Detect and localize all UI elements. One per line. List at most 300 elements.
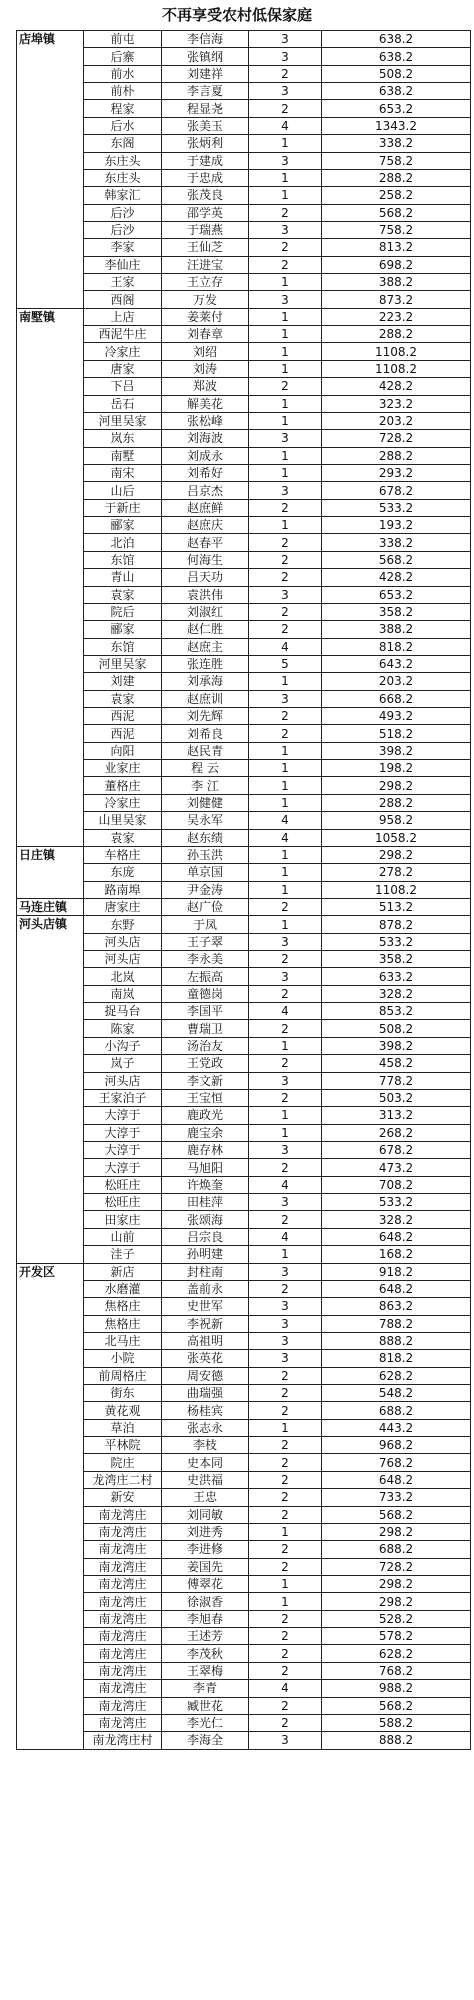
amount-cell: 758.2 bbox=[322, 221, 471, 238]
householder-cell: 张颂海 bbox=[162, 1211, 249, 1228]
household-size-cell: 1 bbox=[249, 742, 322, 759]
table-row bbox=[17, 1714, 471, 1731]
village-cell: 西泥 bbox=[84, 725, 162, 742]
household-size-cell: 4 bbox=[249, 638, 322, 655]
village-cell: 向阳 bbox=[84, 742, 162, 759]
householder-cell: 李光仁 bbox=[162, 1714, 249, 1731]
household-size-cell: 1 bbox=[249, 673, 322, 690]
table-row bbox=[17, 898, 471, 915]
householder-cell: 李 江 bbox=[162, 777, 249, 794]
household-size-cell: 5 bbox=[249, 655, 322, 672]
householder-cell: 解美花 bbox=[162, 395, 249, 412]
table-row bbox=[17, 239, 471, 256]
village-cell: 冷家庄 bbox=[84, 794, 162, 811]
village-cell: 董格庄 bbox=[84, 777, 162, 794]
table-row bbox=[17, 308, 471, 325]
table-row bbox=[17, 1298, 471, 1315]
table-row bbox=[17, 1523, 471, 1540]
table-row bbox=[17, 1280, 471, 1297]
householder-cell: 张美玉 bbox=[162, 117, 249, 134]
householder-cell: 郑波 bbox=[162, 378, 249, 395]
amount-cell: 648.2 bbox=[322, 1471, 471, 1488]
village-cell: 陈家 bbox=[84, 1020, 162, 1037]
household-size-cell: 3 bbox=[249, 221, 322, 238]
household-size-cell: 2 bbox=[249, 621, 322, 638]
village-cell: 北岚 bbox=[84, 968, 162, 985]
table-row bbox=[17, 812, 471, 829]
householder-cell: 汪进宝 bbox=[162, 256, 249, 273]
household-size-cell: 2 bbox=[249, 603, 322, 620]
town-name: 河头店镇 bbox=[17, 916, 84, 1263]
householder-cell: 于瑞燕 bbox=[162, 221, 249, 238]
amount-cell: 338.2 bbox=[322, 534, 471, 551]
village-cell: 岳石 bbox=[84, 395, 162, 412]
householder-cell: 姜莱付 bbox=[162, 308, 249, 325]
householder-cell: 刘进秀 bbox=[162, 1523, 249, 1540]
household-size-cell: 3 bbox=[249, 152, 322, 169]
householder-cell: 王翠梅 bbox=[162, 1662, 249, 1679]
amount-cell: 688.2 bbox=[322, 1541, 471, 1558]
amount-cell: 328.2 bbox=[322, 1211, 471, 1228]
village-cell: 王家 bbox=[84, 274, 162, 291]
table-row bbox=[17, 343, 471, 360]
household-size-cell: 2 bbox=[249, 1506, 322, 1523]
household-size-cell: 3 bbox=[249, 48, 322, 65]
village-cell: 松旺庄 bbox=[84, 1176, 162, 1193]
household-size-cell: 2 bbox=[249, 1385, 322, 1402]
table-row bbox=[17, 1558, 471, 1575]
householder-cell: 李信海 bbox=[162, 31, 249, 48]
household-size-cell: 3 bbox=[249, 1263, 322, 1280]
table-row bbox=[17, 881, 471, 898]
village-cell: 业家庄 bbox=[84, 760, 162, 777]
table-row bbox=[17, 65, 471, 82]
householder-cell: 王述芳 bbox=[162, 1628, 249, 1645]
householder-cell: 张连胜 bbox=[162, 655, 249, 672]
table-row bbox=[17, 100, 471, 117]
amount-cell: 918.2 bbox=[322, 1263, 471, 1280]
householder-cell: 臧世花 bbox=[162, 1697, 249, 1714]
householder-cell: 赵庶庆 bbox=[162, 517, 249, 534]
table-row bbox=[17, 1732, 471, 1749]
household-size-cell: 2 bbox=[249, 1662, 322, 1679]
household-size-cell: 2 bbox=[249, 1541, 322, 1558]
householder-cell: 刘先辉 bbox=[162, 708, 249, 725]
household-size-cell: 4 bbox=[249, 117, 322, 134]
amount-cell: 588.2 bbox=[322, 1714, 471, 1731]
table-row bbox=[17, 152, 471, 169]
household-size-cell: 1 bbox=[249, 326, 322, 343]
amount-cell: 698.2 bbox=[322, 256, 471, 273]
householder-cell: 赵春平 bbox=[162, 534, 249, 551]
household-size-cell: 1 bbox=[249, 360, 322, 377]
household-size-cell: 2 bbox=[249, 1628, 322, 1645]
table-row bbox=[17, 326, 471, 343]
town-name: 南墅镇 bbox=[17, 308, 84, 846]
table-row bbox=[17, 951, 471, 968]
table-row bbox=[17, 1124, 471, 1141]
householder-cell: 汤治友 bbox=[162, 1037, 249, 1054]
amount-cell: 428.2 bbox=[322, 378, 471, 395]
village-cell: 后寨 bbox=[84, 48, 162, 65]
household-size-cell: 1 bbox=[249, 169, 322, 186]
table-row bbox=[17, 1072, 471, 1089]
household-size-cell: 2 bbox=[249, 100, 322, 117]
amount-cell: 988.2 bbox=[322, 1680, 471, 1697]
household-size-cell: 3 bbox=[249, 1315, 322, 1332]
householder-cell: 盖前永 bbox=[162, 1280, 249, 1297]
amount-cell: 878.2 bbox=[322, 916, 471, 933]
amount-cell: 628.2 bbox=[322, 1367, 471, 1384]
page-title: 不再享受农村低保家庭 bbox=[161, 6, 312, 24]
table-row bbox=[17, 1506, 471, 1523]
table-row bbox=[17, 1003, 471, 1020]
household-size-cell: 4 bbox=[249, 829, 322, 846]
table-row bbox=[17, 256, 471, 273]
amount-cell: 458.2 bbox=[322, 1055, 471, 1072]
household-size-cell: 2 bbox=[249, 1159, 322, 1176]
table-row bbox=[17, 291, 471, 308]
householder-cell: 王党政 bbox=[162, 1055, 249, 1072]
householder-cell: 赵庶主 bbox=[162, 638, 249, 655]
householder-cell: 李文新 bbox=[162, 1072, 249, 1089]
table-row bbox=[17, 569, 471, 586]
village-cell: 车格庄 bbox=[84, 846, 162, 863]
table-row bbox=[17, 1628, 471, 1645]
village-cell: 南龙湾庄 bbox=[84, 1645, 162, 1662]
amount-cell: 638.2 bbox=[322, 48, 471, 65]
village-cell: 南龙湾庄 bbox=[84, 1523, 162, 1540]
amount-cell: 288.2 bbox=[322, 794, 471, 811]
household-size-cell: 1 bbox=[249, 794, 322, 811]
household-size-cell: 2 bbox=[249, 1437, 322, 1454]
householder-cell: 鹿存林 bbox=[162, 1142, 249, 1159]
amount-cell: 398.2 bbox=[322, 742, 471, 759]
amount-cell: 323.2 bbox=[322, 395, 471, 412]
village-cell: 上店 bbox=[84, 308, 162, 325]
amount-cell: 778.2 bbox=[322, 1072, 471, 1089]
amount-cell: 648.2 bbox=[322, 1280, 471, 1297]
household-size-cell: 1 bbox=[249, 1523, 322, 1540]
householder-cell: 傅翠花 bbox=[162, 1575, 249, 1592]
household-size-cell: 2 bbox=[249, 1367, 322, 1384]
amount-cell: 728.2 bbox=[322, 430, 471, 447]
household-size-cell: 2 bbox=[249, 256, 322, 273]
table-row bbox=[17, 1419, 471, 1436]
householder-cell: 王立存 bbox=[162, 274, 249, 291]
village-cell: 捉马台 bbox=[84, 1003, 162, 1020]
household-size-cell: 2 bbox=[249, 1055, 322, 1072]
household-size-cell: 2 bbox=[249, 1714, 322, 1731]
amount-cell: 268.2 bbox=[322, 1124, 471, 1141]
householder-cell: 于凤 bbox=[162, 916, 249, 933]
village-cell: 院庄 bbox=[84, 1454, 162, 1471]
amount-cell: 298.2 bbox=[322, 1593, 471, 1610]
householder-cell: 吕天功 bbox=[162, 569, 249, 586]
village-cell: 东野 bbox=[84, 916, 162, 933]
village-cell: 南龙湾庄 bbox=[84, 1628, 162, 1645]
household-size-cell: 2 bbox=[249, 1471, 322, 1488]
householder-cell: 刘健健 bbox=[162, 794, 249, 811]
household-size-cell: 2 bbox=[249, 1697, 322, 1714]
village-cell: 山后 bbox=[84, 482, 162, 499]
village-cell: 袁家 bbox=[84, 690, 162, 707]
householder-cell: 许焕奎 bbox=[162, 1176, 249, 1193]
village-cell: 小沟子 bbox=[84, 1037, 162, 1054]
village-cell: 院后 bbox=[84, 603, 162, 620]
householder-cell: 徐淑香 bbox=[162, 1593, 249, 1610]
household-size-cell: 3 bbox=[249, 1732, 322, 1749]
table-row bbox=[17, 83, 471, 100]
amount-cell: 528.2 bbox=[322, 1610, 471, 1627]
village-cell: 南龙湾庄 bbox=[84, 1506, 162, 1523]
table-row bbox=[17, 760, 471, 777]
amount-cell: 708.2 bbox=[322, 1176, 471, 1193]
amount-cell: 298.2 bbox=[322, 1575, 471, 1592]
householder-cell: 曲瑞强 bbox=[162, 1385, 249, 1402]
household-size-cell: 1 bbox=[249, 447, 322, 464]
amount-cell: 508.2 bbox=[322, 1020, 471, 1037]
village-cell: 东庄头 bbox=[84, 169, 162, 186]
amount-cell: 203.2 bbox=[322, 673, 471, 690]
table-row bbox=[17, 916, 471, 933]
amount-cell: 638.2 bbox=[322, 31, 471, 48]
village-cell: 东庞 bbox=[84, 864, 162, 881]
village-cell: 唐家 bbox=[84, 360, 162, 377]
amount-cell: 568.2 bbox=[322, 1506, 471, 1523]
household-size-cell: 3 bbox=[249, 1072, 322, 1089]
household-size-cell: 3 bbox=[249, 933, 322, 950]
village-cell: 河里吴家 bbox=[84, 655, 162, 672]
village-cell: 南龙湾庄 bbox=[84, 1575, 162, 1592]
amount-cell: 638.2 bbox=[322, 83, 471, 100]
table-row bbox=[17, 1142, 471, 1159]
household-size-cell: 2 bbox=[249, 65, 322, 82]
amount-cell: 203.2 bbox=[322, 412, 471, 429]
amount-cell: 388.2 bbox=[322, 274, 471, 291]
amount-cell: 668.2 bbox=[322, 690, 471, 707]
table-row bbox=[17, 1575, 471, 1592]
village-cell: 平林院 bbox=[84, 1437, 162, 1454]
village-cell: 东阁 bbox=[84, 135, 162, 152]
amount-cell: 873.2 bbox=[322, 291, 471, 308]
household-size-cell: 2 bbox=[249, 1402, 322, 1419]
householder-cell: 张英花 bbox=[162, 1350, 249, 1367]
household-size-cell: 3 bbox=[249, 83, 322, 100]
amount-cell: 288.2 bbox=[322, 326, 471, 343]
household-size-cell: 1 bbox=[249, 1124, 322, 1141]
household-size-cell: 3 bbox=[249, 291, 322, 308]
table-row bbox=[17, 829, 471, 846]
householder-cell: 刘淑红 bbox=[162, 603, 249, 620]
household-size-cell: 1 bbox=[249, 135, 322, 152]
amount-cell: 688.2 bbox=[322, 1402, 471, 1419]
amount-cell: 818.2 bbox=[322, 638, 471, 655]
town-name: 开发区 bbox=[17, 1263, 84, 1749]
table-row bbox=[17, 482, 471, 499]
household-size-cell: 2 bbox=[249, 378, 322, 395]
table-row bbox=[17, 1367, 471, 1384]
householder-cell: 赵仁胜 bbox=[162, 621, 249, 638]
table-row bbox=[17, 1541, 471, 1558]
village-cell: 焦格庄 bbox=[84, 1298, 162, 1315]
table-row bbox=[17, 1263, 471, 1280]
village-cell: 草泊 bbox=[84, 1419, 162, 1436]
table-row bbox=[17, 1437, 471, 1454]
town-name: 马连庄镇 bbox=[17, 898, 84, 915]
table-row bbox=[17, 777, 471, 794]
village-cell: 田家庄 bbox=[84, 1211, 162, 1228]
village-cell: 河头店 bbox=[84, 1072, 162, 1089]
household-size-cell: 3 bbox=[249, 430, 322, 447]
householder-cell: 张茂良 bbox=[162, 187, 249, 204]
householder-cell: 于建成 bbox=[162, 152, 249, 169]
household-size-cell: 2 bbox=[249, 1211, 322, 1228]
household-size-cell: 2 bbox=[249, 1610, 322, 1627]
village-cell: 新安 bbox=[84, 1489, 162, 1506]
village-cell: 焦格庄 bbox=[84, 1315, 162, 1332]
amount-cell: 633.2 bbox=[322, 968, 471, 985]
householder-cell: 李茂秋 bbox=[162, 1645, 249, 1662]
village-cell: 冷家庄 bbox=[84, 343, 162, 360]
amount-cell: 628.2 bbox=[322, 1645, 471, 1662]
householder-cell: 孙玉洪 bbox=[162, 846, 249, 863]
household-size-cell: 1 bbox=[249, 864, 322, 881]
village-cell: 前屯 bbox=[84, 31, 162, 48]
table-row bbox=[17, 655, 471, 672]
householder-cell: 程 云 bbox=[162, 760, 249, 777]
amount-cell: 758.2 bbox=[322, 152, 471, 169]
householder-cell: 鹿宝余 bbox=[162, 1124, 249, 1141]
table-row bbox=[17, 1055, 471, 1072]
household-size-cell: 2 bbox=[249, 985, 322, 1002]
household-size-cell: 4 bbox=[249, 1228, 322, 1245]
householder-cell: 吕京杰 bbox=[162, 482, 249, 499]
amount-cell: 1058.2 bbox=[322, 829, 471, 846]
amount-cell: 533.2 bbox=[322, 1194, 471, 1211]
village-cell: 黄花观 bbox=[84, 1402, 162, 1419]
household-size-cell: 2 bbox=[249, 708, 322, 725]
householder-cell: 刘同敏 bbox=[162, 1506, 249, 1523]
table-row bbox=[17, 1107, 471, 1124]
householder-cell: 邵学英 bbox=[162, 204, 249, 221]
table-row bbox=[17, 1645, 471, 1662]
household-size-cell: 2 bbox=[249, 1280, 322, 1297]
amount-cell: 548.2 bbox=[322, 1385, 471, 1402]
household-size-cell: 4 bbox=[249, 1680, 322, 1697]
village-cell: 大淳于 bbox=[84, 1107, 162, 1124]
village-cell: 新店 bbox=[84, 1263, 162, 1280]
household-size-cell: 1 bbox=[249, 916, 322, 933]
village-cell: 下吕 bbox=[84, 378, 162, 395]
village-cell: 南龙湾庄 bbox=[84, 1610, 162, 1627]
table-row bbox=[17, 204, 471, 221]
village-cell: 岚东 bbox=[84, 430, 162, 447]
household-size-cell: 1 bbox=[249, 412, 322, 429]
amount-cell: 578.2 bbox=[322, 1628, 471, 1645]
householder-cell: 刘希好 bbox=[162, 464, 249, 481]
table-row bbox=[17, 1246, 471, 1263]
amount-cell: 298.2 bbox=[322, 846, 471, 863]
householder-cell: 史本同 bbox=[162, 1454, 249, 1471]
village-cell: 北泊 bbox=[84, 534, 162, 551]
table-row bbox=[17, 1471, 471, 1488]
table-row bbox=[17, 551, 471, 568]
table-row bbox=[17, 378, 471, 395]
amount-cell: 193.2 bbox=[322, 517, 471, 534]
village-cell: 后沙 bbox=[84, 204, 162, 221]
village-cell: 水磨灌 bbox=[84, 1280, 162, 1297]
village-cell: 于新庄 bbox=[84, 499, 162, 516]
household-size-cell: 1 bbox=[249, 1037, 322, 1054]
amount-cell: 503.2 bbox=[322, 1089, 471, 1106]
amount-cell: 568.2 bbox=[322, 551, 471, 568]
household-size-cell: 2 bbox=[249, 1020, 322, 1037]
household-size-cell: 2 bbox=[249, 1089, 322, 1106]
householder-cell: 刘春章 bbox=[162, 326, 249, 343]
household-size-cell: 2 bbox=[249, 898, 322, 915]
village-cell: 李仙庄 bbox=[84, 256, 162, 273]
village-cell: 李家 bbox=[84, 239, 162, 256]
amount-cell: 768.2 bbox=[322, 1662, 471, 1679]
village-cell: 山前 bbox=[84, 1228, 162, 1245]
village-cell: 南龙湾庄 bbox=[84, 1662, 162, 1679]
householder-cell: 封柱南 bbox=[162, 1263, 249, 1280]
household-size-cell: 1 bbox=[249, 517, 322, 534]
householder-cell: 张松峰 bbox=[162, 412, 249, 429]
table-row bbox=[17, 1089, 471, 1106]
amount-cell: 863.2 bbox=[322, 1298, 471, 1315]
amount-cell: 813.2 bbox=[322, 239, 471, 256]
village-cell: 大淳于 bbox=[84, 1159, 162, 1176]
table-row bbox=[17, 1194, 471, 1211]
householder-cell: 尹金涛 bbox=[162, 881, 249, 898]
amount-cell: 223.2 bbox=[322, 308, 471, 325]
household-size-cell: 1 bbox=[249, 1575, 322, 1592]
householder-cell: 赵庶鲜 bbox=[162, 499, 249, 516]
village-cell: 东馆 bbox=[84, 638, 162, 655]
householder-cell: 王宝恒 bbox=[162, 1089, 249, 1106]
amount-cell: 428.2 bbox=[322, 569, 471, 586]
householder-cell: 吕宗良 bbox=[162, 1228, 249, 1245]
table-row bbox=[17, 1610, 471, 1627]
householder-cell: 王仙芝 bbox=[162, 239, 249, 256]
village-cell: 程家 bbox=[84, 100, 162, 117]
village-cell: 松旺庄 bbox=[84, 1194, 162, 1211]
householder-cell: 田桂萍 bbox=[162, 1194, 249, 1211]
householder-cell: 刘建祥 bbox=[162, 65, 249, 82]
amount-cell: 358.2 bbox=[322, 951, 471, 968]
village-cell: 南宋 bbox=[84, 464, 162, 481]
household-size-cell: 2 bbox=[249, 1645, 322, 1662]
household-size-cell: 1 bbox=[249, 1593, 322, 1610]
table-row bbox=[17, 534, 471, 551]
table-row bbox=[17, 447, 471, 464]
village-cell: 南龙湾庄 bbox=[84, 1697, 162, 1714]
householder-cell: 袁洪伟 bbox=[162, 586, 249, 603]
household-size-cell: 3 bbox=[249, 31, 322, 48]
amount-cell: 678.2 bbox=[322, 1142, 471, 1159]
householder-cell: 赵民青 bbox=[162, 742, 249, 759]
amount-cell: 958.2 bbox=[322, 812, 471, 829]
village-cell: 唐家庄 bbox=[84, 898, 162, 915]
householder-cell: 刘海波 bbox=[162, 430, 249, 447]
village-cell: 河头店 bbox=[84, 933, 162, 950]
household-size-cell: 3 bbox=[249, 1142, 322, 1159]
household-size-cell: 2 bbox=[249, 569, 322, 586]
village-cell: 洼子 bbox=[84, 1246, 162, 1263]
household-size-cell: 1 bbox=[249, 464, 322, 481]
